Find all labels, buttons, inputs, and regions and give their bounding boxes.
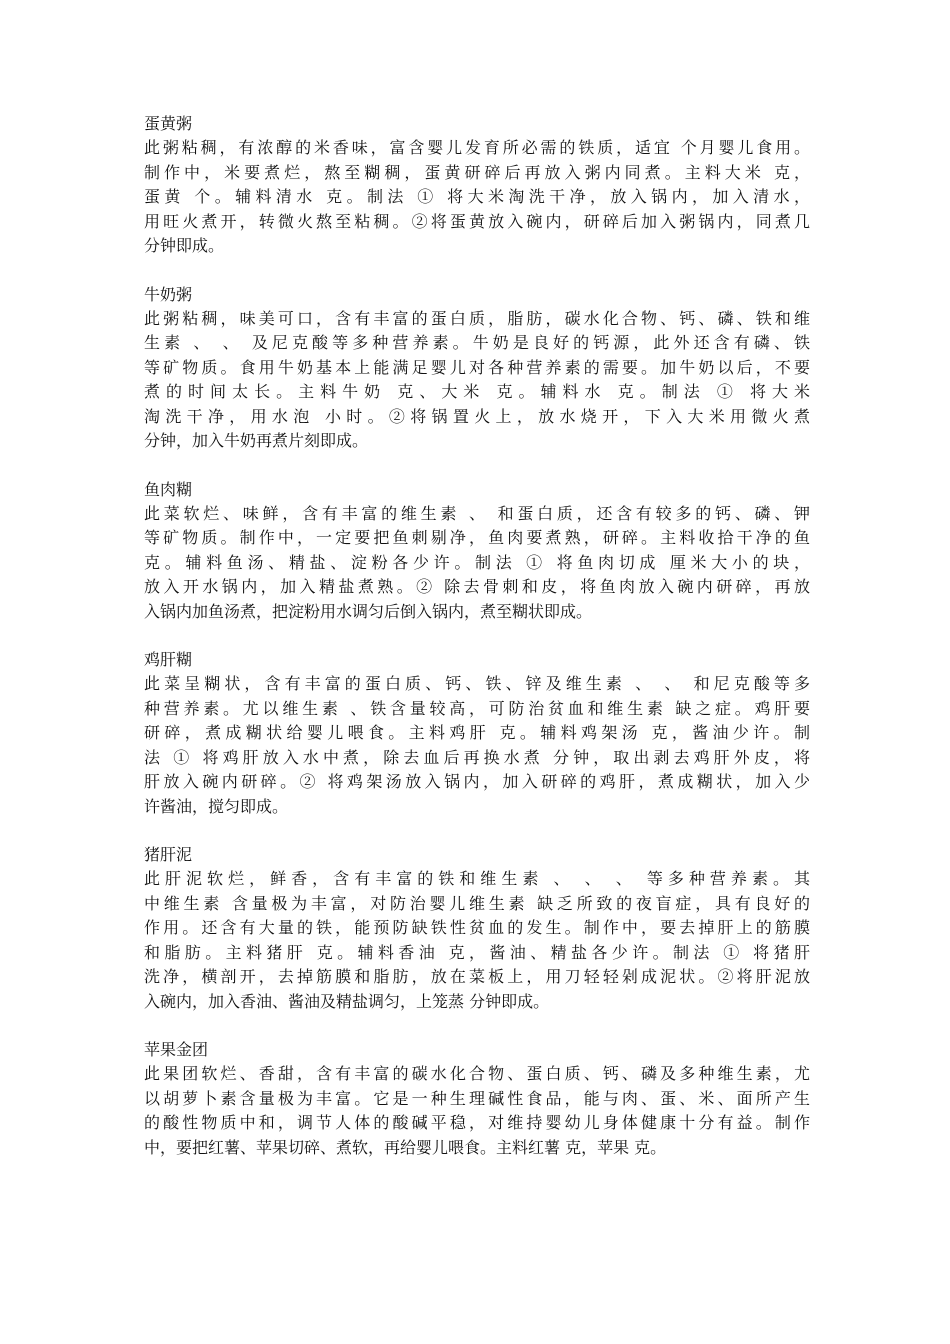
recipe-section <box>144 112 810 259</box>
recipe-text-line: 煮的时间太长。主料牛奶 克、大米 克。辅料水 克。制法 ① 将大米 <box>144 382 810 401</box>
recipe-text-line: 种营养素。尤以维生素 、铁含量较高，可防治贫血和维生素 缺之症。鸡肝要 <box>144 698 810 718</box>
recipe-text-line: 用旺火煮开，转微火熬至粘稠。②将蛋黄放入碗内，研碎后加入粥锅内，同煮几 <box>144 211 810 231</box>
recipe-text-line: 的酸性物质中和，调节人体的酸碱平稳，对维持婴幼儿身体健康十分有益。制作 <box>144 1113 810 1132</box>
recipe-text-line: 洗净，横剖开，去掉筋膜和脂肪，放在菜板上，用刀轻轻剁成泥状。②将肝泥放 <box>144 967 810 986</box>
recipe-text-line: 此菜软烂、味鲜，含有丰富的维生素 、 和蛋白质，还含有较多的钙、磷、钾 <box>144 503 810 523</box>
recipe-text-line: 和脂肪。主料猪肝 克。辅料香油 克，酱油、精盐各少许。制法 ① 将猪肝 <box>144 942 810 962</box>
recipe-text-line: 此粥粘稠，味美可口，含有丰富的蛋白质，脂肪，碳水化合物、钙、磷、铁和维 <box>144 308 810 328</box>
recipe-text-line: 中维生素 含量极为丰富，对防治婴儿维生素 缺乏所致的夜盲症，具有良好的 <box>144 893 810 913</box>
recipe-text-line: 淘洗干净，用水泡 小时。②将锅置火上，放水烧开，下入大米用微火煮 <box>144 406 810 426</box>
recipe-text-line: 分钟，加入牛奶再煮片刻即成。 <box>144 431 369 450</box>
recipe-text-line: 等矿物质。制作中，一定要把鱼刺剔净，鱼肉要煮熟，研碎。主料收拾干净的鱼 <box>144 528 810 547</box>
recipe-section <box>144 283 810 454</box>
recipe-section <box>144 478 810 625</box>
recipe-text-line: 作用。还含有大量的铁，能预防缺铁性贫血的发生。制作中，要去掉肝上的筋膜 <box>144 918 810 937</box>
recipe-text-line: 生素 、 、 及尼克酸等多种营养素。牛奶是良好的钙源，此外还含有磷、铁 <box>144 333 810 352</box>
recipe-text-line: 蛋黄 个。辅料清水 克。制法 ① 将大米淘洗干净，放入锅内，加入清水， <box>144 187 810 206</box>
recipe-title: 蛋黄粥 <box>144 114 193 133</box>
recipe-text-line: 此果团软烂、香甜，含有丰富的碳水化合物、蛋白质、钙、磷及多种维生素，尤 <box>144 1064 810 1083</box>
recipe-title: 苹果金团 <box>144 1040 209 1059</box>
recipe-text-line: 此菜呈糊状，含有丰富的蛋白质、钙、铁、锌及维生素 、 、 和尼克酸等多 <box>144 674 810 693</box>
recipe-text-line: 制作中，米要煮烂，熬至糊稠，蛋黄研碎后再放入粥内同煮。主料大米 克， <box>144 162 810 182</box>
document-page <box>144 112 810 1184</box>
recipe-text-line: 此粥粘稠，有浓醇的米香味，富含婴儿发育所必需的铁质，适宜 个月婴儿食用。 <box>144 138 810 157</box>
recipe-title: 鸡肝糊 <box>144 650 193 669</box>
recipe-text-line: 克。辅料鱼汤、精盐、淀粉各少许。制法 ① 将鱼肉切成 厘米大小的块， <box>144 552 810 572</box>
recipe-text-line: 中，要把红薯、苹果切碎、煮软，再给婴儿喂食。主料红薯 克，苹果 克。 <box>144 1137 667 1157</box>
recipe-text-line: 放入开水锅内，加入精盐煮熟。② 除去骨刺和皮，将鱼肉放入碗内研碎，再放 <box>144 577 810 596</box>
recipe-title: 猪肝泥 <box>144 845 193 864</box>
recipe-title: 牛奶粥 <box>144 284 193 304</box>
recipe-section <box>144 843 810 1014</box>
recipe-section <box>144 648 810 819</box>
recipe-text-line: 研碎，煮成糊状给婴儿喂食。主料鸡肝 克。辅料鸡架汤 克，酱油少许。制 <box>144 723 810 742</box>
recipe-text-line: 法 ① 将鸡肝放入水中煮，除去血后再换水煮 分钟，取出剥去鸡肝外皮，将 <box>144 747 810 767</box>
recipe-text-line: 入碗内，加入香油、酱油及精盐调匀，上笼蒸 分钟即成。 <box>144 991 550 1011</box>
recipe-text-line: 许酱油，搅匀即成。 <box>144 796 289 816</box>
recipe-title: 鱼肉糊 <box>144 479 193 499</box>
recipe-text-line: 分钟即成。 <box>144 236 225 255</box>
recipe-text-line: 肝放入碗内研碎。② 将鸡架汤放入锅内，加入研碎的鸡肝，煮成糊状，加入少 <box>144 772 810 791</box>
recipe-text-line: 等矿物质。食用牛奶基本上能满足婴儿对各种营养素的需要。加牛奶以后，不要 <box>144 357 810 377</box>
recipe-section <box>144 1038 810 1160</box>
recipe-text-line: 以胡萝卜素含量极为丰富。它是一种生理碱性食品，能与肉、蛋、米、面所产生 <box>144 1088 810 1108</box>
recipe-text-line: 入锅内加鱼汤煮，把淀粉用水调匀后倒入锅内，煮至糊状即成。 <box>144 601 593 621</box>
recipe-text-line: 此肝泥软烂，鲜香，含有丰富的铁和维生素 、 、 、 等多种营养素。其 <box>144 869 810 888</box>
